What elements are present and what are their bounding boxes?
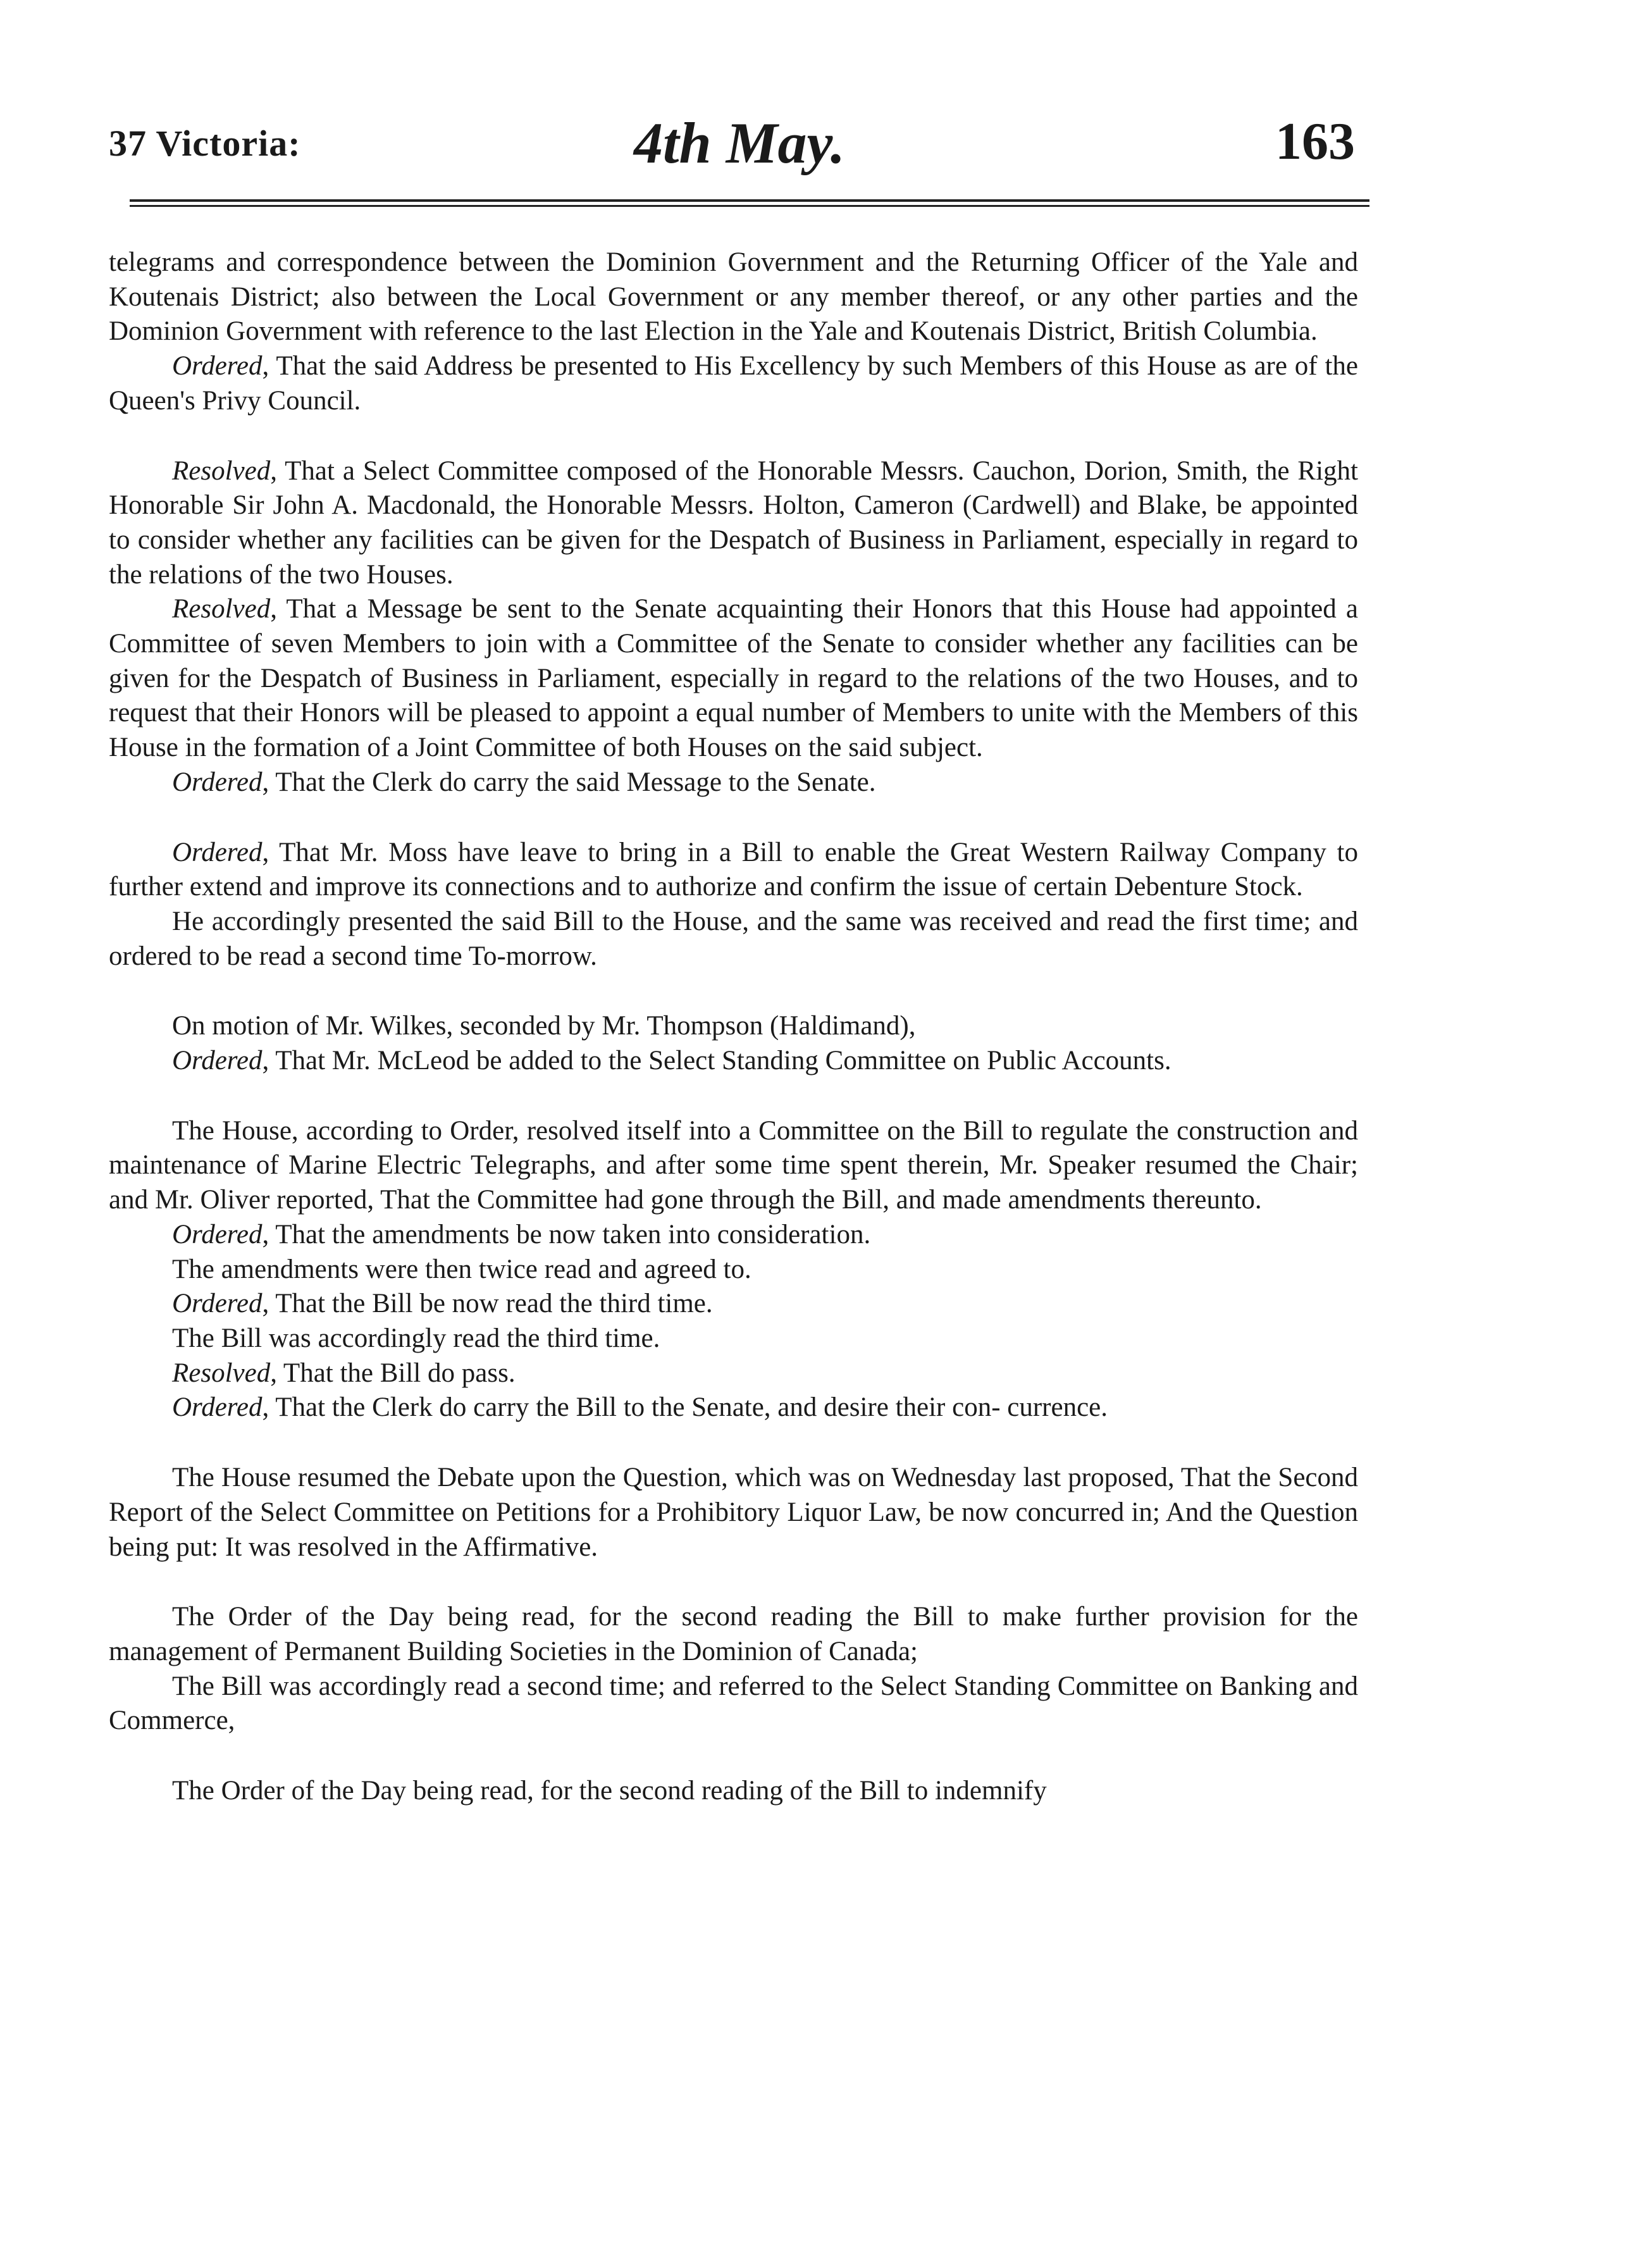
text-line: Ordered, That Mr. Moss have leave to bring in a Bill to enable the Great Western [172,837,1109,867]
text-line: Officer of the Yale and Koutenais District; also between the Local Government or any [109,247,1358,312]
text-line: Committee on Banking and Commerce, [109,1671,1359,1736]
header-rule-thick [130,199,1369,202]
paragraph-resolved-pass [109,1356,1358,1391]
paragraph-order-clerk-bill [109,1391,1358,1425]
paragraph-committee-telegraphs [109,1114,1358,1218]
text-line: confirm the issue of certain Debenture Stock. [810,872,1303,902]
paragraph-bill-presented [109,905,1358,974]
text-line: Members of this House in the formation of a Joint Committee of both Houses on the [109,698,1358,763]
paragraph-debate-prohibitory [109,1461,1358,1565]
paragraph-third-read [109,1322,1358,1356]
text-line: provision for the management of Permanent Building Societies in the Dominion of [109,1602,1358,1666]
page-number: 163 [1275,112,1355,171]
paragraph-amendments-agreed [109,1253,1358,1287]
paragraph-order-indemnify [109,1774,1358,1809]
text-line: Dorion, Smith, the Right Honorable Sir John A. Macdonald, the Honorable Messrs. [109,455,1358,521]
paragraph-referred-banking [109,1670,1358,1738]
page-date: 4th May. [634,111,845,175]
text-line: The Order of the Day being read, for the second reading the Bill to make further [172,1602,1149,1632]
running-header [109,104,1355,187]
text-line: The Bill was accordingly read the third time. [172,1323,660,1353]
paragraph-address-continuation [109,245,1358,349]
text-line: Resolved, That a Select Committee composed of the Honorable Messrs. Cauchon, [172,455,1077,486]
text-line: The House resumed the Debate upon the Question, which was on Wednesday last [172,1463,1061,1493]
text-line: Parliament, especially in regard to the relations of the two Houses, and to request that [109,663,1359,728]
text-line: The Order of the Day being read, for the second reading of the Bill to indemnify [172,1776,1047,1806]
text-line: read the first time; and ordered to be read a second time To-morrow. [109,906,1359,971]
text-line: Ordered, That the amendments be now taken into consideration. [172,1219,871,1249]
text-line: Affirmative. [463,1532,598,1562]
text-line: Resolved, That the Bill do pass. [172,1358,516,1388]
text-line: Liquor Law, be now concurred in; And the Question being put: It was resolved in the [109,1497,1359,1562]
text-line: telegrams and correspondence between the Dominion Government and the Returning [109,247,1080,277]
regnal-year: 37 Victoria: [109,123,301,164]
text-line: Senate to consider whether any facilities can be given for the Despatch of Business in [109,629,1358,693]
text-line: Canada; [829,1636,918,1666]
paragraph-resolved-message-senate [109,592,1358,765]
paragraph-order-amendments [109,1218,1358,1253]
text-line: Holton, Cameron (Cardwell) and Blake, be appointed to consider whether any facilities [109,490,1359,555]
paragraph-order-third-reading [109,1287,1358,1322]
text-line: Ordered, That the Bill be now read the third time. [172,1289,713,1319]
paragraph-order-clerk-message [109,765,1358,800]
text-line: the last Election in the Yale and Koutenais District, British Columbia. [559,316,1318,347]
text-line: regulate the construction and maintenance of Marine Electric Telegraphs, and after some [109,1115,1358,1180]
paragraph-motion-wilkes [109,1009,1358,1044]
paragraph-order-building-societies [109,1600,1358,1669]
paragraph-resolved-select-committee [109,454,1358,593]
paragraph-order-moss-bill [109,836,1358,905]
journal-body [109,245,1358,1809]
text-line: Ordered, That Mr. McLeod be added to the Select Standing Committee on Public [172,1046,1057,1076]
text-line: Ordered, That the Clerk do carry the said Message to the Senate. [172,767,876,797]
text-line: He accordingly presented the said Bill to the House, and the same was received and [172,906,1099,936]
text-line: On motion of Mr. Wilkes, seconded by Mr. Thompson (Haldimand), [172,1011,916,1041]
text-line: currence. [1007,1392,1108,1423]
text-line: Railway Company to further extend and improve its connections and to authorize and [109,837,1358,902]
text-line: said subject. [848,733,983,763]
text-line: The amendments were then twice read and agreed to. [172,1254,751,1284]
text-line: Resolved, That a Message be sent to the Senate acquainting their Honors that this [172,594,1092,624]
text-line: The House, according to Order, resolved itself into a Committee on the Bill to [172,1115,1033,1146]
paragraph-order-mcleod [109,1044,1358,1079]
text-line: Ordered, That the said Address be presented to His Excellency by such Members [172,351,1063,381]
text-line: of this House as are of the Queen's Privy Council. [109,351,1359,416]
text-line: Committee had gone through the Bill, and made amendments thereunto. [476,1185,1262,1215]
text-line: Accounts. [1061,1046,1171,1076]
text-line: House had appointed a Committee of seven Members to join with a Committee of the [109,594,1359,659]
text-line: proposed, That the Second Report of the Select Committee on Petitions for a Prohibitory [109,1463,1359,1527]
text-line: time spent therein, Mr. Speaker resumed the Chair; and Mr. Oliver reported, That the [109,1150,1358,1215]
text-line: Ordered, That the Clerk do carry the Bill to the Senate, and desire their con- [172,1392,1001,1423]
header-rule-thin [130,205,1369,207]
text-line: The Bill was accordingly read a second time; and referred to the Select Standing [172,1671,1051,1701]
text-line: can be given for the Despatch of Business in Parliament, especially in regard to the [109,524,1358,590]
text-line: member thereof, or any other parties and the Dominion Government with reference to [109,282,1359,347]
text-line: their Honors will be pleased to appoint a equal number of Members to unite with the [242,698,1171,728]
text-line: relations of the two Houses. [149,559,454,590]
header-rule [130,199,1369,209]
paragraph-order-address [109,349,1358,418]
